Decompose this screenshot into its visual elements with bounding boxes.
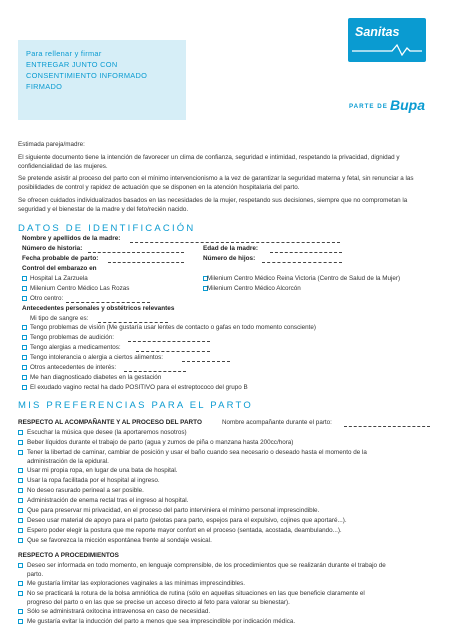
sangre-field[interactable] (98, 322, 168, 323)
historia-field[interactable] (88, 252, 184, 253)
proc-item-continued: parto. (27, 571, 44, 578)
pref-item: Espero poder elegir la postura que me reporte mayor confort en el proceso (sentada, acostada, deambulando...). (27, 527, 342, 534)
subsection-procedimientos: RESPECTO A PROCEDIMIENTOS (18, 552, 119, 559)
otro-label: Otro centro: (30, 295, 64, 302)
nombre-label: Nombre y apellidos de la madre: (22, 235, 121, 242)
pref-checkbox[interactable] (18, 538, 23, 543)
antecedente-checkbox[interactable] (22, 345, 27, 350)
otro-field[interactable] (66, 302, 150, 303)
pref-item: Tener la libertad de caminar, cambiar de posición y usar el baño cuando sea necesario o deseado hasta el momento de la (27, 449, 367, 456)
proc-item-continued: progreso del parto o en las que se precise un acceso directo al feto para valorar su bienestar). (27, 599, 290, 606)
proc-item: No se practicará la rotura de la bolsa amniótica de rutina (sólo en aquellas situaciones en las que beneficie claramente el (27, 590, 365, 597)
proc-checkbox[interactable] (18, 563, 23, 568)
pref-item-continued: administración de la epidural. (27, 458, 109, 465)
pref-checkbox[interactable] (18, 528, 23, 533)
antecedentes-label: Antecedentes personales y obstétricos relevantes (22, 305, 175, 312)
pref-checkbox[interactable] (18, 488, 23, 493)
intro-paragraph-1: El siguiente documento tiene la intención de favorecer un clima de confianza, seguridad e intimidad, respetando la privacidad, dignidad y confidencialidad de las mujeres. (18, 154, 400, 171)
edad-label: Edad de la madre: (203, 245, 259, 252)
pref-checkbox[interactable] (18, 508, 23, 513)
hospital-option: Milenium Centro Médico Alcorcón (207, 285, 301, 292)
pref-item: Deseo usar material de apoyo para el parto (pelotas para parto, espejos para el expulsivo, cojines que aportaré...). (27, 517, 347, 524)
alergias-field[interactable] (136, 351, 210, 352)
pref-item: Usar mi propia ropa, en lugar de una bata de hospital. (27, 467, 178, 474)
notice-line: Para rellenar y firmar (26, 49, 102, 58)
intro-paragraph-3: Se ofrecen cuidados individualizados basados en las necesidades de la mujer, respetando sus decisiones, siempre que no comprometan la seguridad y el bienestar de la madre y del feto/recién nacido. (18, 197, 408, 214)
antecedente-checkbox[interactable] (22, 335, 27, 340)
pref-checkbox[interactable] (18, 478, 23, 483)
alimentos-field[interactable] (182, 361, 230, 362)
notice-box (18, 40, 186, 120)
antecedente-item: Tengo intolerancia o alergia a ciertos alimentos: (30, 354, 164, 361)
antecedente-item: El exudado vagino rectal ha dado POSITIVO para el estreptococo del grupo B (30, 384, 248, 391)
audicion-field[interactable] (128, 341, 210, 342)
antecedente-item: Tengo problemas de visión (Me gustaría usar lentes de contacto o gafas en todo momento consciente) (30, 324, 316, 331)
otro-checkbox[interactable] (22, 296, 27, 301)
pref-item: Beber líquidos durante el trabajo de parto (agua y zumos de piña o manzana hasta 200cc/hora) (27, 439, 294, 446)
antecedente-item: Tengo alergias a medicamentos: (30, 344, 121, 351)
proc-item: Me gustaría evitar la inducción del parto a menos que sea imprescindible por indicación médica. (27, 618, 296, 625)
antecedente-checkbox[interactable] (22, 375, 27, 380)
fecha-label: Fecha probable de parto: (22, 255, 99, 262)
antecedente-checkbox[interactable] (22, 355, 27, 360)
nombre-field[interactable] (130, 242, 340, 243)
edad-field[interactable] (270, 252, 342, 253)
proc-checkbox[interactable] (18, 619, 23, 624)
hospital-option: Milenium Centro Médico Las Rozas (30, 285, 130, 292)
parte-de-label: PARTE DE (349, 103, 388, 110)
hijos-field[interactable] (262, 262, 342, 263)
pref-item: Usar la ropa facilitada por el hospital al ingreso. (27, 477, 160, 484)
acompanante-field[interactable] (344, 426, 430, 427)
section-title-prefs: MIS PREFERENCIAS PARA EL PARTO (18, 400, 253, 411)
hospital-option: Milenium Centro Médico Reina Victoria (Centro de Salud de la Mujer) (207, 275, 401, 282)
sanitas-logo (348, 18, 426, 62)
antecedente-checkbox[interactable] (22, 365, 27, 370)
pref-checkbox[interactable] (18, 498, 23, 503)
pref-item: Que para preservar mi privacidad, en el proceso del parto interviniera el mínimo personal imprescindible. (27, 507, 320, 514)
antecedente-item: Me han diagnosticado diabetes en la gestación (30, 374, 162, 381)
antecedente-item: Otros antecedentes de interés: (30, 364, 117, 371)
pref-item: Administración de enema rectal tras el ingreso al hospital. (27, 497, 189, 504)
pref-checkbox[interactable] (18, 518, 23, 523)
intro-paragraph-2: Se pretende asistir al proceso del parto con el mínimo intervencionismo a la vez de garantizar la seguridad materna y fetal, sin renunciar a las posibilidades de control y rapidez de actuación que se disponen en la atención hospitalaria del parto. (18, 175, 414, 192)
hospital-option: Hospital La Zarzuela (30, 275, 88, 282)
notice-line: ENTREGAR JUNTO CON (26, 60, 118, 69)
brand-name: Sanitas (355, 25, 400, 39)
control-label: Control del embarazo en (22, 265, 97, 272)
greeting: Estimada pareja/madre: (18, 141, 85, 148)
bupa-logo: Bupa (390, 97, 425, 113)
proc-checkbox[interactable] (18, 609, 23, 614)
proc-item: Deseo ser informada en todo momento, en lenguaje comprensible, de los procedimientos que se realizarán durante el trabajo de (27, 562, 386, 569)
pref-item: Escuchar la música que desee (la aportaremos nosotros) (27, 429, 187, 436)
acompanante-label: Nombre acompañante durante el parto: (222, 419, 332, 426)
hospital-checkbox[interactable] (22, 276, 27, 281)
historia-label: Número de historia: (22, 245, 83, 252)
heartbeat-icon (352, 42, 422, 56)
pref-checkbox[interactable] (18, 440, 23, 445)
antecedente-checkbox[interactable] (22, 385, 27, 390)
pref-checkbox[interactable] (18, 468, 23, 473)
pref-checkbox[interactable] (18, 450, 23, 455)
proc-checkbox[interactable] (18, 581, 23, 586)
pref-item: No deseo rasurado perineal a ser posible. (27, 487, 144, 494)
notice-line: FIRMADO (26, 82, 63, 91)
section-title-ident: DATOS DE IDENTIFICACIÓN (18, 223, 196, 234)
hospital-checkbox[interactable] (22, 286, 27, 291)
sangre-label: Mi tipo de sangre es: (30, 315, 89, 322)
fecha-field[interactable] (108, 262, 184, 263)
proc-checkbox[interactable] (18, 591, 23, 596)
pref-item: Que se favorezca la micción espontánea frente al sondaje vesical. (27, 537, 212, 544)
otros-field[interactable] (124, 371, 186, 372)
antecedente-item: Tengo problemas de audición: (30, 334, 115, 341)
pref-checkbox[interactable] (18, 430, 23, 435)
antecedente-checkbox[interactable] (22, 325, 27, 330)
notice-line: CONSENTIMIENTO INFORMADO (26, 71, 148, 80)
proc-item: Me gustaría limitar las exploraciones vaginales a las mínimas imprescindibles. (27, 580, 246, 587)
proc-item: Sólo se administrará oxitocina intravenosa en caso de necesidad. (27, 608, 211, 615)
hijos-label: Número de hijos: (203, 255, 256, 262)
subsection-acompanante: RESPECTO AL ACOMPAÑANTE Y AL PROCESO DEL PARTO (18, 419, 202, 426)
